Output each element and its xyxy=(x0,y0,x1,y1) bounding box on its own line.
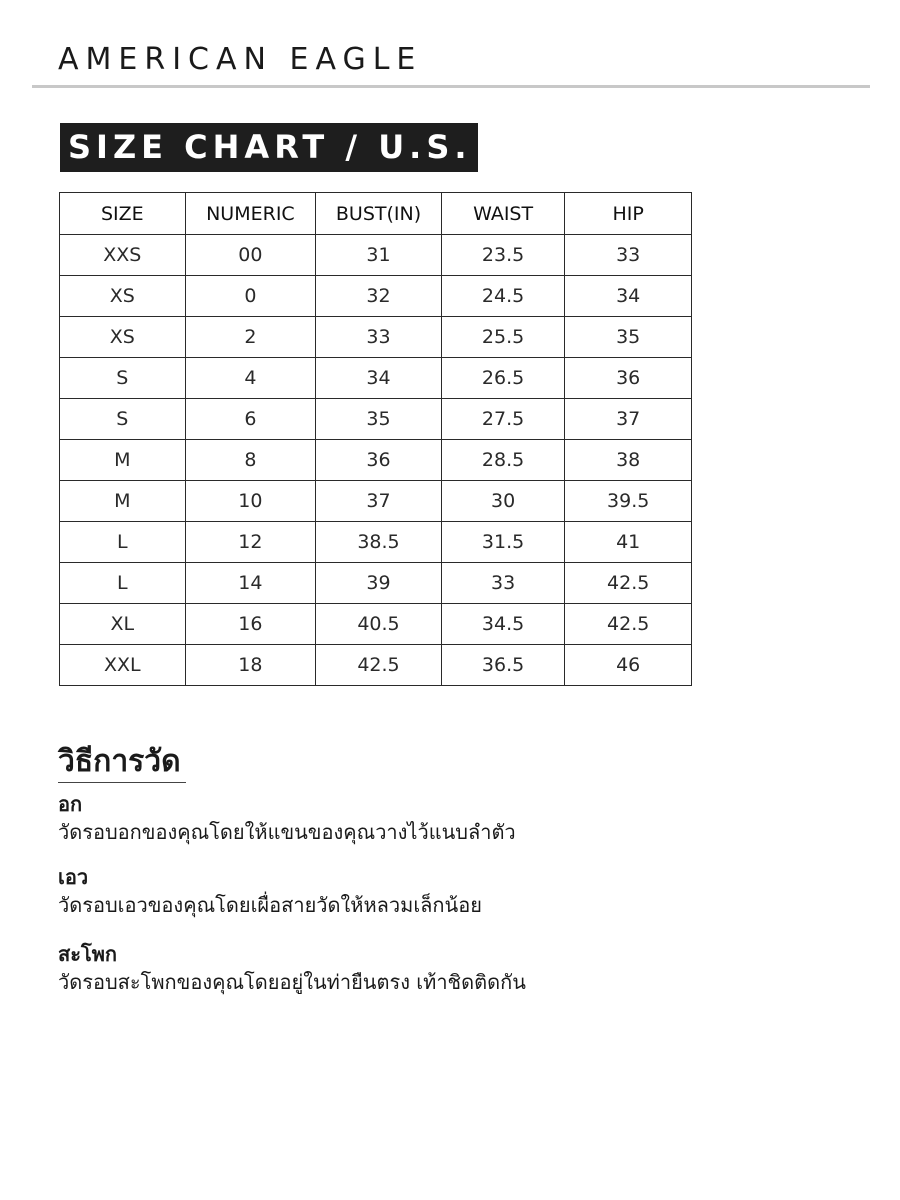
header-divider xyxy=(32,85,870,88)
cell-hip: 37 xyxy=(565,399,692,440)
cell-numeric: 10 xyxy=(185,481,316,522)
cell-hip: 41 xyxy=(565,522,692,563)
cell-bust: 40.5 xyxy=(316,604,442,645)
cell-numeric: 8 xyxy=(185,440,316,481)
cell-numeric: 2 xyxy=(185,317,316,358)
cell-hip: 34 xyxy=(565,276,692,317)
how-to-measure-heading: วิธีการวัด xyxy=(58,744,181,779)
header-waist: WAIST xyxy=(441,193,565,235)
hip-label: สะโพก xyxy=(58,942,117,966)
waist-description: วัดรอบเอวของคุณโดยเผื่อสายวัดให้หลวมเล็กน้อย xyxy=(58,893,482,917)
cell-size: M xyxy=(60,481,186,522)
table-row xyxy=(60,522,692,563)
cell-numeric: 00 xyxy=(185,235,316,276)
cell-size: XS xyxy=(60,317,186,358)
cell-waist: 30 xyxy=(441,481,565,522)
cell-numeric: 16 xyxy=(185,604,316,645)
cell-size: L xyxy=(60,522,186,563)
brand-logo-text: AMERICAN EAGLE xyxy=(58,42,423,77)
cell-waist: 25.5 xyxy=(441,317,565,358)
cell-waist: 27.5 xyxy=(441,399,565,440)
cell-size: S xyxy=(60,358,186,399)
cell-size: L xyxy=(60,563,186,604)
header-bust: BUST(IN) xyxy=(316,193,442,235)
cell-bust: 36 xyxy=(316,440,442,481)
cell-bust: 34 xyxy=(316,358,442,399)
header-hip: HIP xyxy=(565,193,692,235)
table-body xyxy=(60,235,692,686)
table-row xyxy=(60,645,692,686)
cell-waist: 26.5 xyxy=(441,358,565,399)
heading-underline xyxy=(58,782,186,783)
cell-bust: 42.5 xyxy=(316,645,442,686)
cell-hip: 42.5 xyxy=(565,563,692,604)
cell-hip: 46 xyxy=(565,645,692,686)
table-row xyxy=(60,399,692,440)
table-row xyxy=(60,235,692,276)
table-row xyxy=(60,276,692,317)
cell-numeric: 18 xyxy=(185,645,316,686)
cell-size: S xyxy=(60,399,186,440)
cell-waist: 31.5 xyxy=(441,522,565,563)
table-header-row xyxy=(60,193,692,235)
chart-title: SIZE CHART / U.S. xyxy=(60,123,478,172)
cell-waist: 28.5 xyxy=(441,440,565,481)
cell-waist: 34.5 xyxy=(441,604,565,645)
cell-bust: 38.5 xyxy=(316,522,442,563)
hip-description: วัดรอบสะโพกของคุณโดยอยู่ในท่ายืนตรง เท้าชิดติดกัน xyxy=(58,970,526,994)
cell-bust: 39 xyxy=(316,563,442,604)
size-chart-table xyxy=(59,192,692,686)
header-size: SIZE xyxy=(60,193,186,235)
cell-bust: 33 xyxy=(316,317,442,358)
table-row xyxy=(60,604,692,645)
cell-size: XL xyxy=(60,604,186,645)
cell-hip: 38 xyxy=(565,440,692,481)
cell-size: XS xyxy=(60,276,186,317)
cell-bust: 35 xyxy=(316,399,442,440)
table-row xyxy=(60,358,692,399)
cell-size: XXS xyxy=(60,235,186,276)
cell-waist: 23.5 xyxy=(441,235,565,276)
cell-hip: 39.5 xyxy=(565,481,692,522)
header-numeric: NUMERIC xyxy=(185,193,316,235)
cell-waist: 36.5 xyxy=(441,645,565,686)
bust-description: วัดรอบอกของคุณโดยให้แขนของคุณวางไว้แนบลำตัว xyxy=(58,820,516,844)
cell-bust: 31 xyxy=(316,235,442,276)
cell-size: M xyxy=(60,440,186,481)
cell-hip: 36 xyxy=(565,358,692,399)
cell-numeric: 6 xyxy=(185,399,316,440)
cell-hip: 33 xyxy=(565,235,692,276)
cell-waist: 33 xyxy=(441,563,565,604)
table-row xyxy=(60,317,692,358)
bust-label: อก xyxy=(58,792,83,816)
table-row xyxy=(60,563,692,604)
cell-numeric: 14 xyxy=(185,563,316,604)
cell-waist: 24.5 xyxy=(441,276,565,317)
table-row xyxy=(60,440,692,481)
cell-size: XXL xyxy=(60,645,186,686)
cell-bust: 37 xyxy=(316,481,442,522)
cell-numeric: 0 xyxy=(185,276,316,317)
cell-numeric: 12 xyxy=(185,522,316,563)
table-row xyxy=(60,481,692,522)
cell-bust: 32 xyxy=(316,276,442,317)
waist-label: เอว xyxy=(58,865,89,889)
cell-hip: 35 xyxy=(565,317,692,358)
cell-hip: 42.5 xyxy=(565,604,692,645)
cell-numeric: 4 xyxy=(185,358,316,399)
